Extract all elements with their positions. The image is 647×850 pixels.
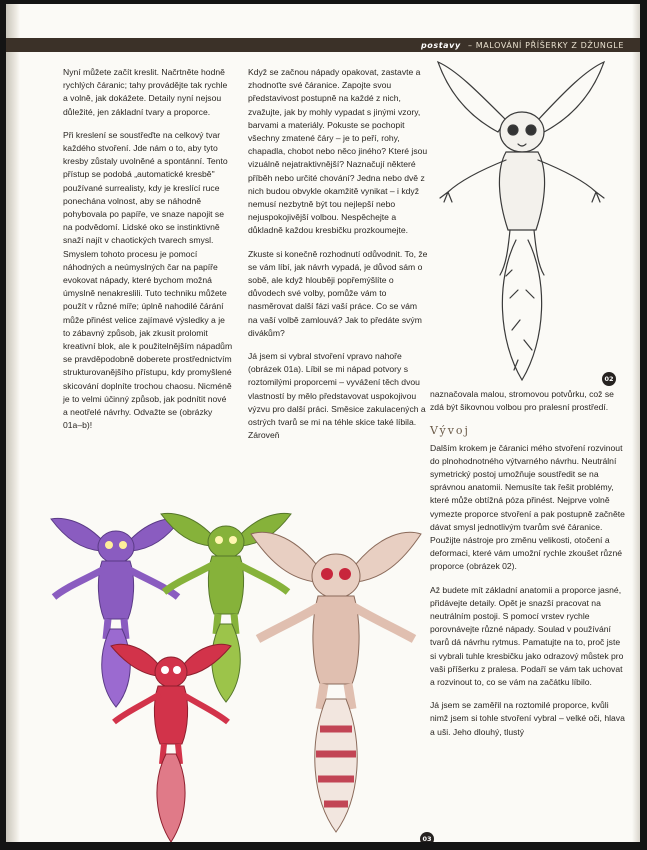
paragraph: Nyní můžete začít kreslit. Načrtněte hodně rychlých čáranic; tahy provádějte tak rychle a volně, jak dokážete. Detaily nyní nejsou důležité, jen základní tvary a proporce.	[63, 67, 228, 117]
book-page	[6, 4, 640, 842]
paragraph: Při kreslení se soustřeďte na celkový tvar každého stvoření. Jde nám o to, aby tyto kresby zůstaly uvolněné a spontánní. Tento přístup se podobá „automatické kresbě" používané surrealisty, kdy je kreslící ruce ponechána volnost, aby se náhodně pohybovala po papíře, ve snaze napojit se na podvědomí. Lidské oko se instinktivně snaží najít v chaotických tvarech smysl. Smyslem tohoto procesu je pomocí náhodných a neúmyslných čar na papíře evokovat nápady, které bychom možná úmyslně nenakreslili. Tuto techniku můžete použít v různé míře; úplně nahodilé čárání může přinést velice zajímavé výsledky a je to zábavný způsob, jak zkusit prolomit kreativní blok, ale k použitelnějším nápadům se pravděpodobně doberete prostřednictvím strukturovanějšího přístupu, kdy promyšlené skicování doplníte trochou chaosu. Nicméně je to velmi účinný způsob, jak podnítit nové a neotřelé návrhy. Odvažte se (obrázky 01a–b)!	[63, 129, 233, 431]
text-column-1	[63, 66, 233, 442]
paragraph: Já jsem se zaměřil na roztomilé proporce, kvůli nimž jsem si tohle stvoření vybral – velké oči, hlava a uši. Jeho dlouhý, tlustý	[430, 700, 625, 737]
paragraph: Zkuste si konečně rozhodnutí odůvodnit. To, že se vám líbí, jak návrh vypadá, je důvod sám o sobě, ale když hlouběji popřemýšlíte o důvodech své volby, pomůže vám to nasměrovat další fázi vaší práce. Co se vám na vaší volbě zamlouvá? Jak to předáte svým divákům?	[248, 248, 428, 338]
paragraph: Když se začnou nápady opakovat, zastavte a zhodnoťte své čáranice. Zapojte svou představivost postupně na každé z nich, zvažujte, jak by mohly vypadat s jinými vzory, barvami a materiály. Pokuste se pochopit všechny zmatené čáry – je to peří, rohy, chapadla, chobot nebo něco jiného? Které jsou vizuálně nejatraktivnější? Naznačují některé příběh nebo určité chování? Jedna nebo dvě z nich budou obvykle okamžitě vynikat – i když nemusí nezbytně být tou nejlepší nebo nejuspokojivější volbou. Nespěchejte a důkladně každou kresbičku prozkoumejte.	[248, 67, 428, 236]
figure-number-02: 02	[602, 372, 616, 386]
running-header	[421, 41, 624, 50]
creature-sketch-icon	[426, 60, 616, 390]
paragraph: Dalším krokem je čáranici mého stvoření rozvinout do plnohodnotného výtvarného návrhu. Neutrální symetrický postoj umožňuje soustředit se na správnou anatomii. Nemusíte tak řešit problémy, které může obtížná póza přinést. Nejprve volně vymezte proporce stvoření a pak postupně začněte dávat smysl jednotlivým tvarům své čáranice. Použijte nástroje pro změnu velikosti, otočení a deformaci, které vám umožní rychle zkoušet různé proporce (obrázek 02).	[430, 442, 625, 572]
text-column-2	[248, 66, 428, 452]
paragraph: Já jsem si vybral stvoření vpravo nahoře (obrázek 01a). Líbil se mi nápad potvory s roztomilými proporcemi – vyvážení těch dvou vlastností by mělo představovat uspokojivou výzvu pro další práci. Směsice zakulacených a ostrých tvarů se mi na téhle skice také líbila. Zároveň	[248, 351, 426, 441]
section-heading: Vývoj	[430, 424, 470, 438]
paragraph: naznačovala malou, stromovou potvůrku, což se zdá být šikovnou volbou pro pralesní prostředí.	[430, 389, 614, 413]
figure-number-03: 03	[420, 832, 434, 842]
book-spine-shadow	[6, 4, 20, 842]
creature-red-icon	[106, 634, 236, 842]
page-edge-shadow	[632, 4, 640, 842]
text-column-3	[430, 388, 626, 749]
creature-beige-icon	[246, 514, 426, 834]
header-dash: –	[467, 41, 473, 50]
paragraph: Až budete mít základní anatomii a proporce jasné, přidávejte detaily. Opět je snazší pracovat na neutrálním postoji. S pomocí vrstev rychle porovnávejte různé nápady. Soulad v používání tvarů dá návrhu rytmus. Pamatujte na to, proč jste si vybrali tuhle kresbičku jako odrazový můstek pro vaši příšerku z pralesa. Podaří se vám tak uchovat a rozvinout to, co se vám na začátku líbilo.	[430, 584, 624, 688]
header-title: MALOVÁNÍ PŘÍŠERKY Z DŽUNGLE	[475, 41, 624, 50]
header-brand: postavy	[420, 41, 461, 50]
